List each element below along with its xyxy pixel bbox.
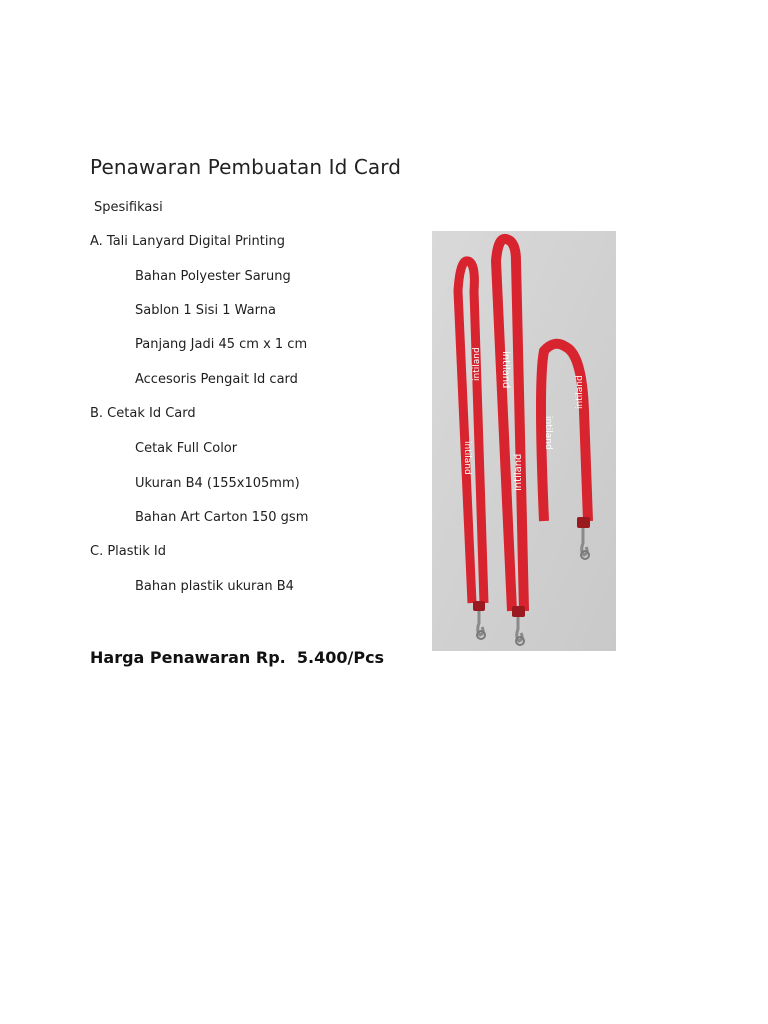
lanyard-print: intiland [472,347,482,381]
lanyard-photo [432,231,616,651]
lanyard-print: intiland [543,416,553,450]
spec-heading: Spesifikasi [94,200,163,215]
section-a-item: Panjang Jadi 45 cm x 1 cm [135,337,308,352]
section-b-item: Ukuran B4 (155x105mm) [135,476,300,491]
lanyard-print: intiland [462,441,472,475]
section-b-item: Cetak Full Color [135,441,238,456]
section-a-item: Sablon 1 Sisi 1 Warna [135,303,276,318]
section-b-heading: B. Cetak Id Card [90,406,196,421]
section-b-item: Bahan Art Carton 150 gsm [135,510,309,525]
lanyard-print: intiland [513,453,524,491]
section-a-item: Bahan Polyester Sarung [135,269,291,284]
lanyard-print: intiland [575,375,585,409]
section-a-heading: A. Tali Lanyard Digital Printing [90,234,285,249]
price-offer: Harga Penawaran Rp. 5.400/Pcs [90,648,385,667]
page-title: Penawaran Pembuatan Id Card [90,155,402,179]
lanyard-print: intiland [500,351,511,389]
lanyard-illustration [432,231,616,651]
section-c-item: Bahan plastik ukuran B4 [135,579,294,594]
section-a-item: Accesoris Pengait Id card [135,372,298,387]
section-c-heading: C. Plastik Id [90,544,166,559]
